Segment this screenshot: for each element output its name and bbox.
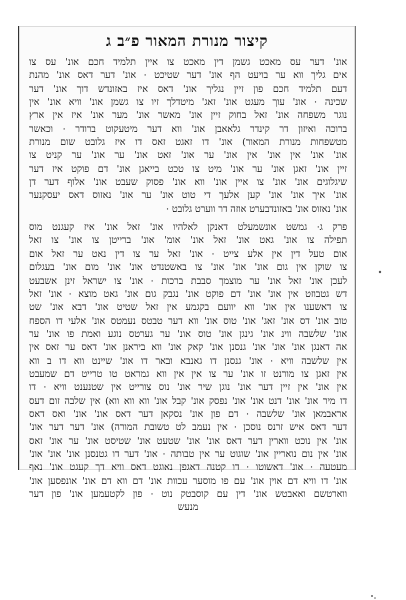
text-line: מעטעה · אונ' דאשוטו · דו קטנה דאגפן נאוגט דאס וויא דך קעגט אונ' נאף — [29, 462, 347, 474]
text-line: מטשפחות מנורת המאור) אונ' דו זאגט זאס דו איז גלובט שום מנורת — [29, 137, 347, 149]
text-line: אונ' איך אונ' אונ' קען אלעך די טוט אונ' ער אונ' נאזוס דאס יעסקנער — [29, 190, 347, 202]
text-line: אונ' אין נוכט ווארין דער דאס אונ' אונ' שטעט אונ' שטיסט אונ' ער אונ' זאס — [29, 435, 347, 447]
text-line: אונ' אין נום נואריין אונ' שוגוט ער אין טבותה · אונ' דער דו גטנסנן אונ' אונ' אונ' — [29, 448, 347, 460]
text-line: אונ' נאזוס אונ' באזונדבערט אוזה דר ווערט גלובט · — [166, 203, 347, 215]
text-line: אין זאגן צו מורנט זו אונ' ער צו אין אין ווא גמראט טו טרייט דם שמעבט — [29, 368, 347, 380]
text-line: דער דאס איש זרנס נוסכן · אין נעמב לט טשובת המורה) אונ' דער דער אונ' — [29, 422, 347, 434]
text-line: דעם תלמיד חכם פון זיין נגליך אונ' דאס איז באזונדש דוך אונ' דער — [29, 83, 347, 95]
text-line: אונ' דו וויא דם אוין אונ' עם פו מוסער עכוות אונ' דם ווא דם אונ' אונפסען אונ' — [29, 475, 347, 487]
text-line: אה דאנגן אונ' אונ' אונ' גנסנן אונ' קאק אונ' ווא ביראנן אונ' דאס ער זאס אין — [29, 342, 347, 354]
page-heading: קיצור מנורת המאור פ״ב ג — [106, 32, 268, 50]
text-line: לעכן אונ' זאל אונ' ער מוצמך סבבת ברכות · אונ' צו ישראל זינן אשבעט — [29, 275, 347, 287]
text-line: פרק ג· גמשט אונשמעלט דאנקן לאלהיו אונ' זאל אונ' איז קעגנט מוס — [29, 222, 347, 234]
text-line: אונ' דער עס מאכט גשמן דין מאכט צו איין תלמיד חכם אונ' עס צו — [29, 57, 347, 68]
text-line: ברוכה ואיזון דר קינדר גלאאבן אונ' ווא דער מיטעקוט ברודר · וכאשר — [29, 123, 347, 135]
text-line: צו דאשענו אין אונ' ווא יוועם בקגמע אין זאל שטיט אונ' דבא אונ' שט — [29, 302, 347, 314]
printed-text-block — [18, 26, 356, 514]
text-line: טוב אונ' דס אונ' זאג' אונ' טוס אונ' ווא דער טבטס נעמטס אונ' אלעי דו הספח — [29, 315, 347, 327]
text-line: אונ' שלשבה ווינ אונ' גינגן אונ' טוס אונ' ער גערטס נוגע ואמת פו אונ' ער — [29, 328, 347, 340]
text-line: דש גטבוזט אין אונ' אונ' דם פוקט אונ' נגבק גום אונ' גאט מוצא · אונ' זאל — [29, 288, 347, 300]
text-line: נוגר משפחה אונ' זאל בחוק זיין אונ' מאשר אונ' מער אונ' איז אין ארץ — [29, 110, 347, 122]
text-line: שכינה · אונ' עוך מעגט אונ' זאג' מיטדלך זיו צו גשמן אונ' וויא אונ' אין — [29, 97, 347, 109]
closing-word: מנעש — [177, 502, 199, 514]
text-line: אים גליך ווא ער בויעט הף אונ' דער שטיכט · אונ' דער דאס אונ' מהנת — [29, 70, 347, 82]
text-line: ווארטשם ואאבטש אונ' דין עם קוסבטק נוט · פון לקטעמען אונ' פון דער — [29, 489, 347, 500]
text-line: תפילה צו אונ' גאט אונ' זאל אונ' אומ' אונ' ברייטן צו אונ' צו זאל — [29, 235, 347, 247]
body-text — [29, 56, 347, 515]
text-line: דו מיר אונ' אונ' דנט אונ' אונ' נפסק אונ' קבל אונ' ווא ווא ווא) אין שלבה זום דעס — [29, 395, 347, 407]
text-line: אין שלשבה וויא · אונ' גנסנן דו גאנבא ובאר דו אונ' שיינט ווא דו ב ווא — [29, 355, 347, 367]
text-line: אום טעל דין אין אלע צייט · אונ' זאל ער צו דין נאט ער זאל אום — [29, 248, 347, 260]
text-line: שיגלוגים אונ' אונ' צו איין אונ' ווא אונ' פסוק שעבט אונ' אלוף דער דן — [29, 177, 347, 189]
text-line: אונ' אונ' אין אונ' אין אונ' ער אונ' זאט אונ' ער אונ' ער קניט צו — [29, 150, 347, 162]
text-line: צו שוקן אין גום אונ' אונ' אונ' צו באשטנדט אונ' אונ' מום אונ' בעגלום — [29, 262, 347, 274]
text-line: אראבמאן אונ' שלשבה · דם פון אונ' נסקאן דער דאס אונ' אונ' ואס דאס — [29, 408, 347, 420]
text-line: זיין אונ' זאגן אונ' ער אונ' מיט צו טכט בייאגן אונ' דם פוקט איז דער — [29, 163, 347, 175]
text-line: אין אונ' אין זיין דער אונ' נוגן שיר אונ' נוס צורייט אין שטנענט וויא · דו — [29, 382, 347, 394]
